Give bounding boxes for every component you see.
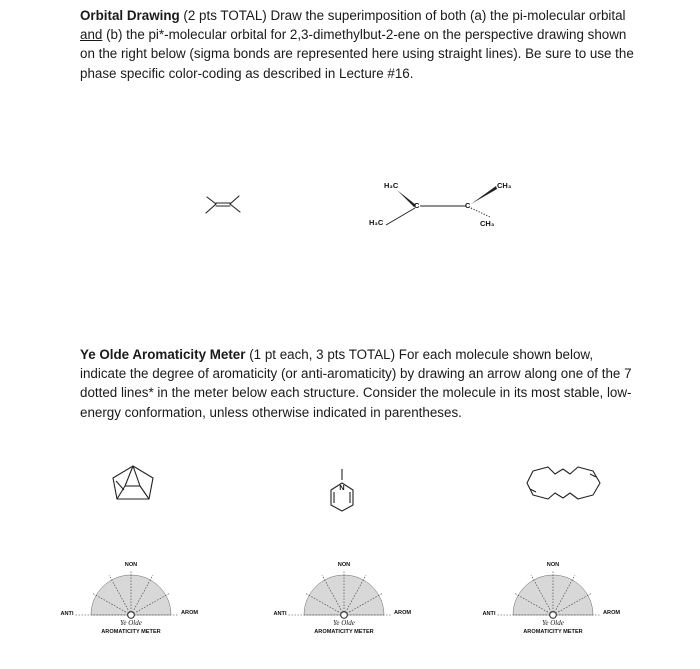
aromaticity-text: (1 pt each, 3 pts TOTAL) For each molecule shown below, indicate the degree of aromaticity (or anti-aromaticity) by drawing an arrow along one of the 7 dotted lines* in the meter below each structure. Consider the molecule in its most stable, low-energy conformation, unless otherwise indicated in parentheses. — [80, 347, 632, 420]
label-h3c-bottom: H₃C — [369, 218, 384, 227]
meter-arom-label: AROM — [181, 610, 199, 616]
aromaticity-meter-3 — [482, 562, 620, 635]
orbital-text-a: (2 pts TOTAL) Draw the superimposition of both (a) the pi-molecular orbital — [179, 8, 626, 23]
meter-anti-label: ANTI — [273, 611, 287, 617]
meter-script-label: Ye Olde — [333, 619, 355, 627]
aromaticity-meter-1 — [60, 562, 198, 635]
orbital-heading: Orbital Drawing — [80, 8, 180, 23]
label-c-right: C — [465, 201, 471, 210]
orbital-text-b: (b) the pi*-molecular orbital for 2,3-dimethylbut-2-ene on the perspective drawing shown on the right below (sigma bonds are represented here using straight lines). Be sure to use the phase specific color-coding as described in Lecture #16. — [80, 27, 634, 81]
meter-arom-label: AROM — [603, 610, 621, 616]
meter-non-label: NON — [337, 562, 351, 568]
meter-anti-label: ANTI — [60, 611, 74, 617]
orbital-and-word: and — [80, 27, 103, 43]
meter-script-label: Ye Olde — [120, 619, 142, 627]
perspective-alkene-drawing — [369, 181, 512, 228]
skeletal-alkene-structure — [206, 196, 240, 213]
label-ch3-top: CH₃ — [497, 181, 512, 190]
aromaticity-heading: Ye Olde Aromaticity Meter — [80, 347, 246, 362]
aromaticity-meter-2 — [273, 562, 411, 635]
label-h3c-top: H₃C — [384, 181, 399, 190]
meter-anti-label: ANTI — [482, 611, 496, 617]
nitrogen-label: N — [339, 483, 345, 492]
meter-caption: AROMATICITY METER — [523, 629, 583, 635]
meter-arom-label: AROM — [394, 610, 412, 616]
meter-caption: AROMATICITY METER — [314, 629, 374, 635]
meter-non-label: NON — [124, 562, 138, 568]
label-ch3-bottom: CH₃ — [480, 219, 495, 228]
meter-non-label: NON — [546, 562, 560, 568]
meter-caption: AROMATICITY METER — [101, 629, 161, 635]
molecule-3-macrocycle — [527, 467, 600, 499]
meter-script-label: Ye Olde — [542, 619, 564, 627]
label-c-left: C — [414, 201, 420, 210]
molecule-1-polycyclic — [113, 466, 153, 499]
